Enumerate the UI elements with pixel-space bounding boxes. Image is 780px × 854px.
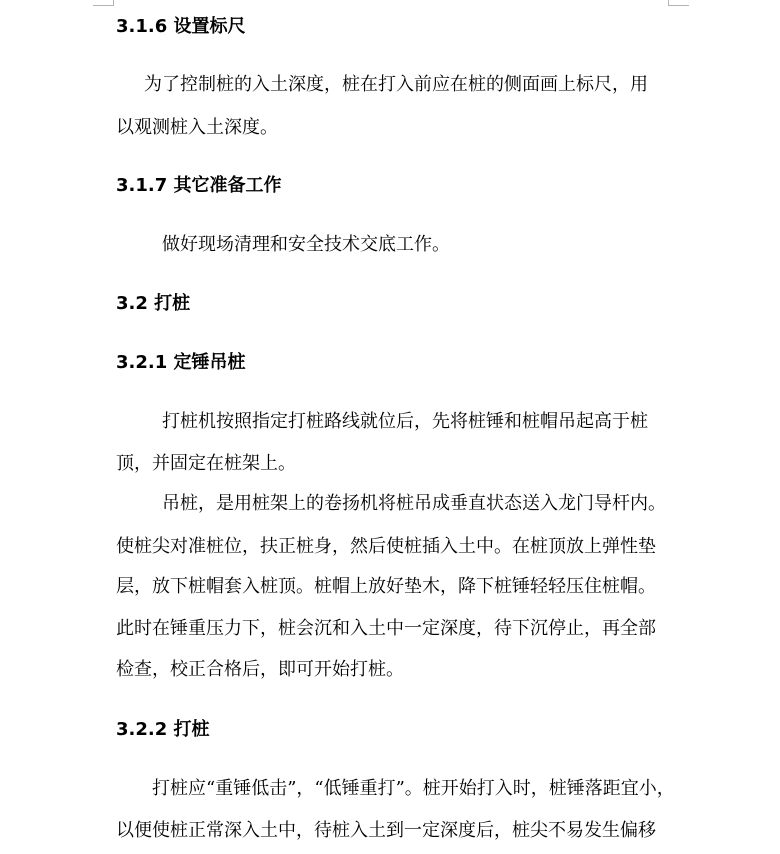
paragraph-line: 做好现场清理和安全技术交底工作。 [162, 234, 450, 255]
paragraph-line: 打桩应“重锤低击”，“低锤重打”。桩开始打入时，桩锤落距宜小， [152, 778, 675, 799]
heading-3-2-1: 3.2.1 定锤吊桩 [116, 352, 246, 373]
paragraph-line: 打桩机按照指定打桩路线就位后，先将桩锤和桩帽吊起高于桩 [162, 411, 648, 432]
paragraph-line: 以观测桩入土深度。 [116, 117, 278, 138]
heading-3-2-2: 3.2.2 打桩 [116, 719, 210, 740]
paragraph-line: 以便使桩正常深入土中，待桩入土到一定深度后，桩尖不易发生偏移 [116, 820, 656, 841]
paragraph-line: 顶，并固定在桩架上。 [116, 453, 296, 474]
heading-3-2: 3.2 打桩 [116, 293, 191, 314]
paragraph-line: 层，放下桩帽套入桩顶。桩帽上放好垫木，降下桩锤轻轻压住桩帽。 [116, 576, 656, 597]
heading-3-1-7: 3.1.7 其它准备工作 [116, 175, 282, 196]
heading-3-1-6: 3.1.6 设置标尺 [116, 16, 246, 37]
crop-mark-left [93, 0, 114, 6]
paragraph-line: 使桩尖对准桩位，扶正桩身，然后使桩插入土中。在桩顶放上弹性垫 [116, 536, 656, 557]
paragraph-line: 吊桩，是用桩架上的卷扬机将桩吊成垂直状态送入龙门导杆内。 [162, 493, 666, 514]
paragraph-line: 为了控制桩的入土深度，桩在打入前应在桩的侧面画上标尺，用 [144, 74, 648, 95]
crop-mark-right [668, 0, 689, 6]
paragraph-line: 此时在锤重压力下，桩会沉和入土中一定深度，待下沉停止，再全部 [116, 618, 656, 639]
paragraph-line: 检查，校正合格后，即可开始打桩。 [116, 659, 404, 680]
